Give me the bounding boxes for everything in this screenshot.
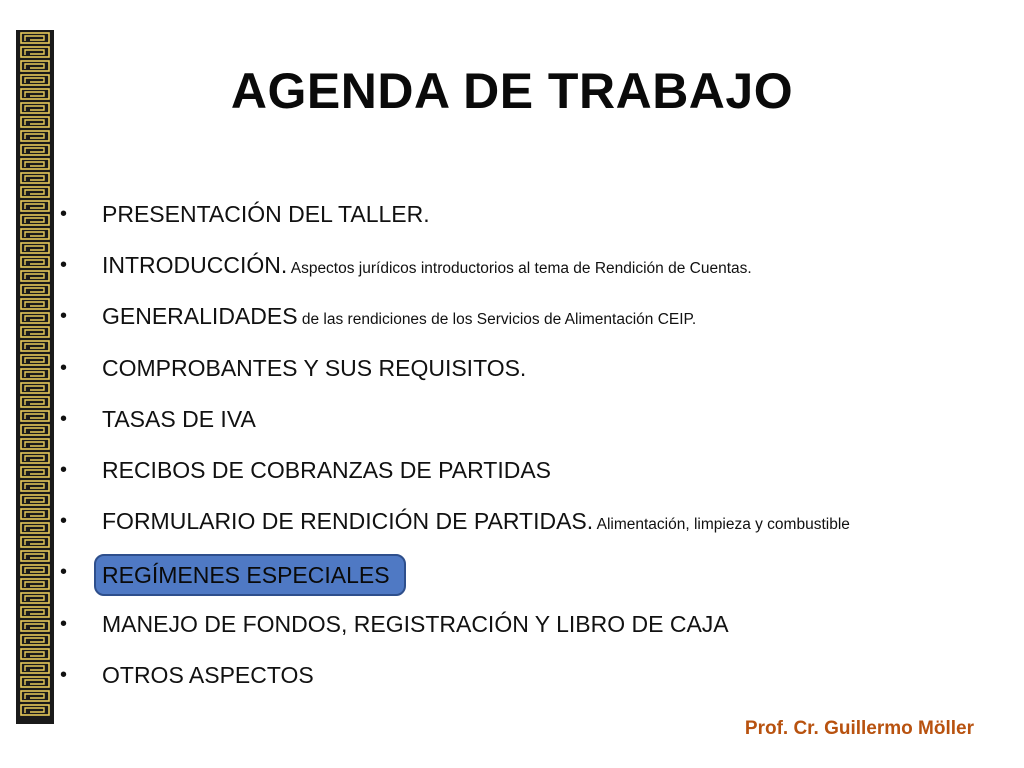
agenda-item-main-highlighted: REGÍMENES ESPECIALES <box>94 554 406 596</box>
greek-key-motif <box>21 607 49 617</box>
greek-key-motif <box>21 537 49 547</box>
greek-key-motif <box>21 327 49 337</box>
agenda-item <box>60 657 850 708</box>
greek-key-motif <box>21 593 49 603</box>
agenda-item-main: FORMULARIO DE RENDICIÓN DE PARTIDAS. <box>102 508 594 535</box>
greek-key-motif <box>21 677 49 687</box>
agenda-item <box>60 350 850 401</box>
bullet-icon: • <box>60 203 68 225</box>
greek-key-motif <box>21 635 49 645</box>
greek-key-motif <box>21 271 49 281</box>
agenda-item <box>60 503 850 554</box>
greek-key-motif <box>21 453 49 463</box>
greek-key-motif <box>21 173 49 183</box>
agenda-item-detail: de las rendiciones de los Servicios de Alimentación CEIP. <box>297 311 697 329</box>
greek-key-motif <box>21 313 49 323</box>
bullet-icon: • <box>60 254 68 277</box>
greek-key-motif <box>21 383 49 393</box>
bullet-icon: • <box>60 458 68 481</box>
agenda-item <box>60 452 850 503</box>
greek-key-motif <box>21 495 49 505</box>
agenda-item-main: TASAS DE IVA <box>102 405 256 432</box>
greek-key-motif <box>21 215 49 225</box>
greek-key-motif <box>21 579 49 589</box>
greek-key-motif <box>21 201 49 211</box>
greek-key-motif <box>21 621 49 631</box>
agenda-item <box>60 298 850 349</box>
agenda-list <box>60 196 850 708</box>
bullet-icon: • <box>60 561 68 584</box>
greek-key-motif <box>21 649 49 659</box>
agenda-item-main: COMPROBANTES Y SUS REQUISITOS. <box>102 354 527 381</box>
greek-key-border-decoration <box>16 30 54 724</box>
greek-key-motif <box>21 551 49 561</box>
greek-key-motif <box>21 47 49 57</box>
agenda-item <box>60 196 850 247</box>
greek-key-motif <box>21 243 49 253</box>
greek-key-motif <box>21 523 49 533</box>
agenda-item-detail: Alimentación, limpieza y combustible <box>593 516 850 534</box>
bullet-icon: • <box>60 305 68 328</box>
greek-key-motif <box>21 145 49 155</box>
agenda-item-main: GENERALIDADES <box>102 303 298 330</box>
agenda-item-main: INTRODUCCIÓN. <box>102 252 288 279</box>
agenda-item <box>60 401 850 452</box>
greek-key-motif <box>21 565 49 575</box>
agenda-item-main: MANEJO DE FONDOS, REGISTRACIÓN Y LIBRO DE CAJA <box>102 610 729 637</box>
agenda-item-main: PRESENTACIÓN DEL TALLER. <box>102 201 430 227</box>
greek-key-motif <box>21 159 49 169</box>
greek-key-motif <box>21 411 49 421</box>
greek-key-motif <box>21 425 49 435</box>
agenda-item <box>60 606 850 657</box>
greek-key-motif <box>21 131 49 141</box>
greek-key-motif <box>21 439 49 449</box>
agenda-item-highlighted <box>60 554 850 605</box>
agenda-item-main: RECIBOS DE COBRANZAS DE PARTIDAS <box>102 456 552 483</box>
greek-key-motif <box>21 369 49 379</box>
greek-key-motif <box>21 229 49 239</box>
greek-key-motif <box>21 341 49 351</box>
agenda-item-detail: Aspectos jurídicos introductorios al tema de Rendición de Cuentas. <box>287 260 752 278</box>
greek-key-motif <box>21 257 49 267</box>
author-footer: Prof. Cr. Guillermo Möller <box>744 718 974 739</box>
greek-key-motif <box>21 187 49 197</box>
bullet-icon: • <box>60 356 68 379</box>
greek-key-motif <box>21 299 49 309</box>
greek-key-motif <box>21 355 49 365</box>
greek-key-motif <box>21 509 49 519</box>
greek-key-motif <box>21 705 49 715</box>
greek-key-motif <box>21 481 49 491</box>
greek-key-motif <box>21 691 49 701</box>
bullet-icon: • <box>60 407 68 430</box>
bullet-icon: • <box>60 510 68 533</box>
greek-key-motif <box>21 663 49 673</box>
bullet-icon: • <box>60 663 68 686</box>
bullet-icon: • <box>60 612 68 635</box>
agenda-item-main: OTROS ASPECTOS <box>102 661 314 688</box>
slide-title: AGENDA DE TRABAJO <box>230 63 794 119</box>
greek-key-motif <box>21 285 49 295</box>
agenda-item <box>60 247 850 298</box>
greek-key-motif <box>21 33 49 43</box>
greek-key-motif <box>21 467 49 477</box>
greek-key-motif <box>21 397 49 407</box>
